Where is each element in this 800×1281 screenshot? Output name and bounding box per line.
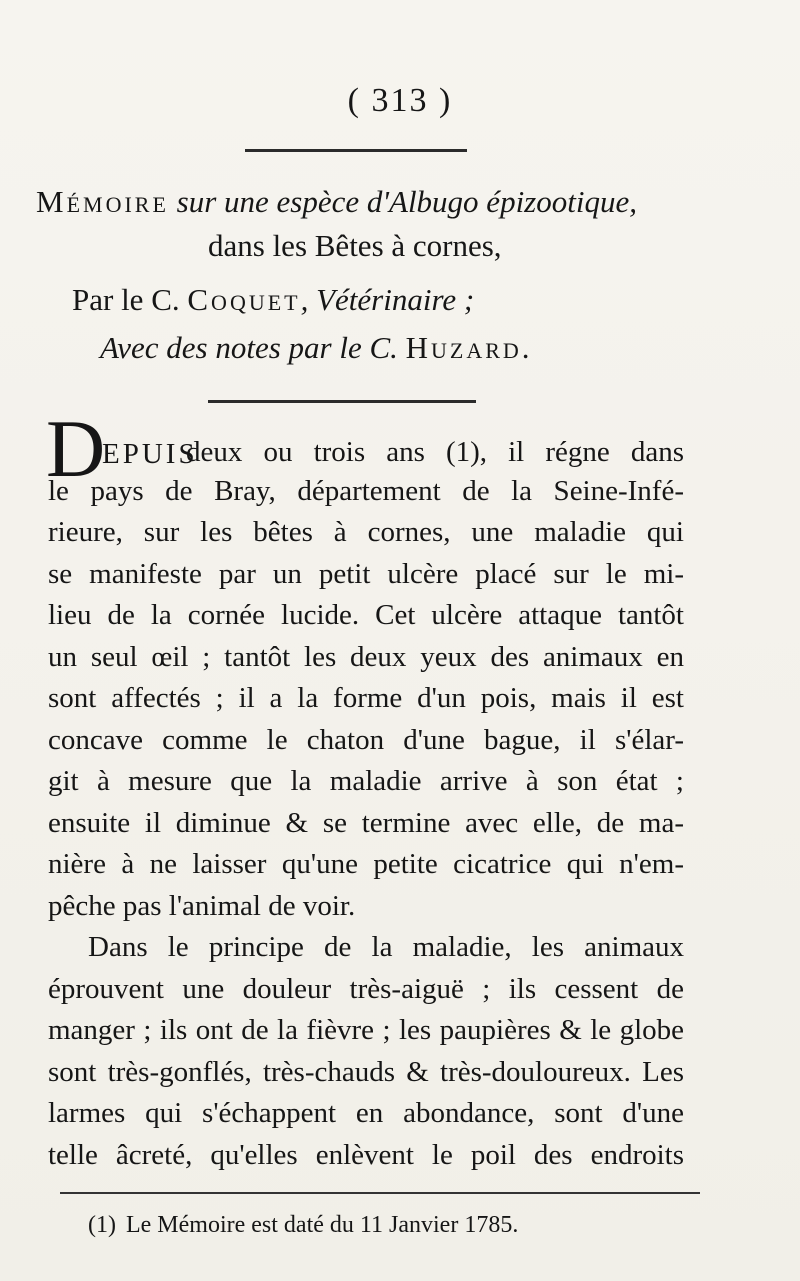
body-line: nière à ne laisser qu'une petite cicatrice qui n'em- [48,848,684,880]
footnote [88,1212,518,1239]
drop-cap: D [46,403,106,494]
body-line: rieure, sur les bêtes à cornes, une maladie qui [48,516,684,548]
body-line: le pays de Bray, département de la Seine-Infé- [48,475,684,507]
notes-prefix: Avec des notes par le C. [100,330,406,365]
body-line: pêche pas l'animal de voir. [48,890,356,922]
body-line: sont affectés ; il a la forme d'un pois, mais il est [48,682,684,714]
body-line: ensuite il diminue & se termine avec elle, de ma- [48,807,684,839]
notes-author: Huzard. [405,330,533,365]
body-line: larmes qui s'échappent en abondance, sont d'une [48,1097,684,1129]
body-line: se manifeste par un petit ulcère placé sur le mi- [48,558,684,590]
notes-line [100,330,790,366]
body-line: manger ; ils ont de la fièvre ; les paupières & le globe [48,1014,684,1046]
author-prefix: Par le C. [72,282,188,317]
body-line: sont très-gonflés, très-chauds & très-douloureux. Les [48,1056,684,1088]
drop-cap-tail: EPUIS [102,438,198,470]
footnote-separator [60,1192,700,1194]
title-line-1-rest: sur une espèce d'Albugo épizootique, [168,184,637,219]
author-name: Coquet [187,282,301,317]
author-role: , Vétérinaire ; [300,282,475,317]
page-number: ( 313 ) [347,82,453,119]
body-first-line: deux ou trois ans (1), il régne dans [186,436,684,468]
body-line: git à mesure que la maladie arrive à son état ; [48,765,684,797]
body-line: concave comme le chaton d'une bague, il s'élar- [48,724,684,756]
body-line: telle âcreté, qu'elles enlèvent le poil des endroits [48,1139,684,1171]
title-line-1 [36,184,726,220]
body-line: un seul œil ; tantôt les deux yeux des animaux en [48,641,684,673]
title-memoire: Mémoire [36,184,169,219]
body-line: lieu de la cornée lucide. Cet ulcère attaque tantôt [48,599,684,631]
footnote-label: (1) [88,1212,116,1238]
body-line: Dans le principe de la maladie, les animaux [88,931,684,963]
title-line-2: dans les Bêtes à cornes, [208,228,502,263]
middle-ornament-rule [208,400,476,403]
author-line [72,282,762,318]
footnote-text: Le Mémoire est daté du 11 Janvier 1785. [125,1212,519,1238]
body-line: éprouvent une douleur très-aiguë ; ils cessent de [48,973,684,1005]
top-ornament-rule [245,149,467,152]
